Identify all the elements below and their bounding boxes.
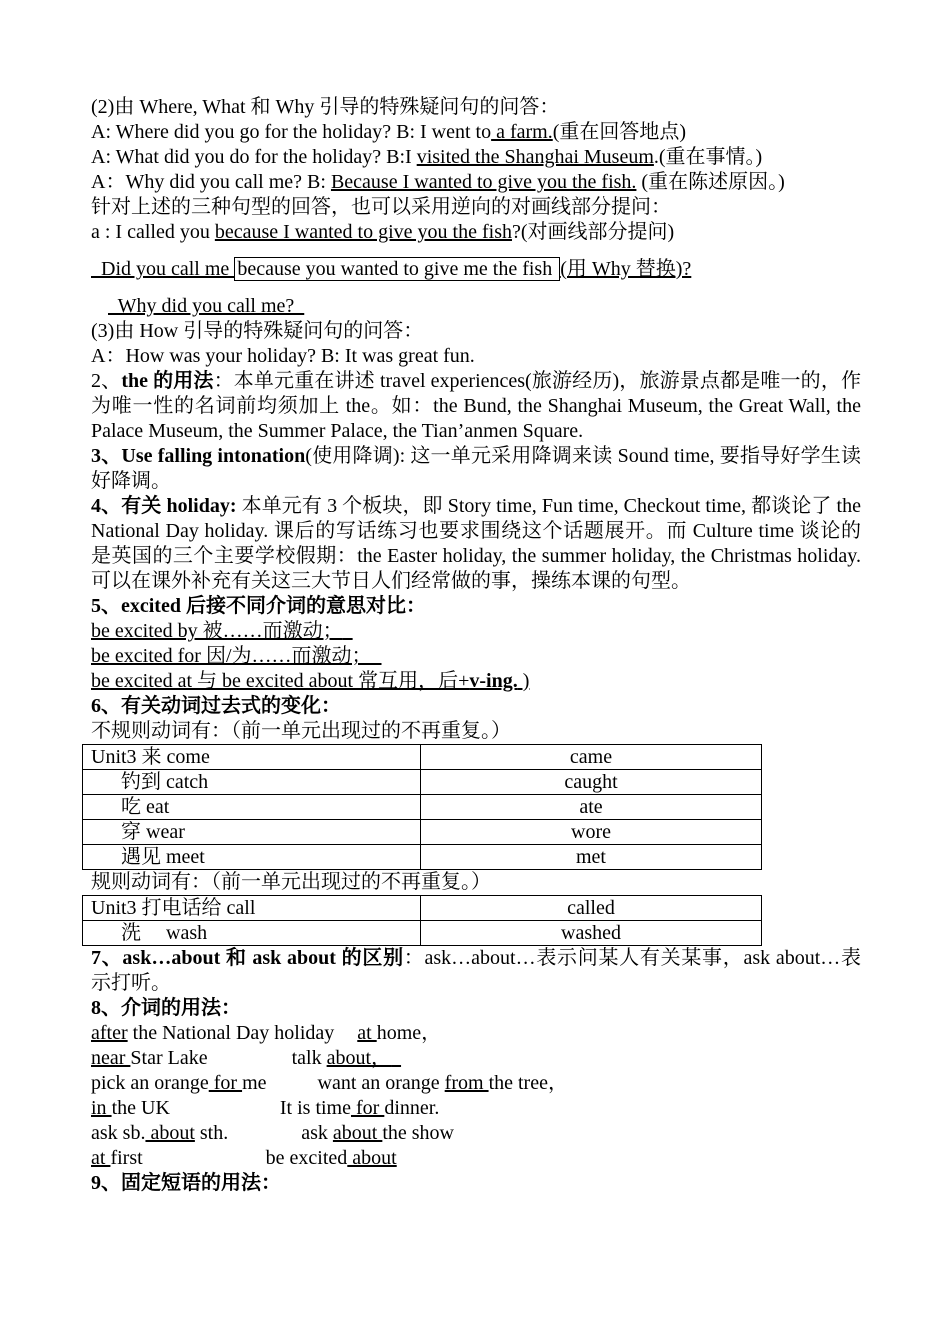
- table-row: 吃 eat ate: [83, 795, 762, 820]
- section-5-heading: 5、excited 后接不同介词的意思对比：: [91, 595, 426, 617]
- paragraph-ask-about: 7、ask…about 和 ask about 的区别：ask…about…表示问某人有关某事，ask about…表示打听。: [91, 947, 862, 994]
- table-row: 穿 wear wore: [83, 820, 762, 845]
- preposition-row: in the UK It is time for dinner.: [91, 1097, 440, 1119]
- irregular-verbs-heading: 不规则动词有：（前一单元出现过的不再重复。）: [91, 720, 511, 742]
- paragraph-falling-intonation: 3、Use falling intonation(使用降调): 这一单元采用降调来读 Sound time, 要指导好学生读好降调。: [91, 445, 862, 492]
- excited-for-item: be excited for 因/为……而激动；: [91, 645, 372, 667]
- example-why-answer: Why did you call me?: [108, 295, 305, 317]
- irregular-verbs-table: [82, 744, 762, 870]
- section-8-heading: 8、介词的用法：: [91, 997, 241, 1019]
- example-what: A: What did you do for the holiday? B:I visited the Shanghai Museum.(重在事情。): [91, 146, 763, 168]
- section-9-heading: 9、固定短语的用法：: [91, 1172, 281, 1194]
- paragraph-holiday: 4、有关 holiday: 本单元有 3 个板块，即 Story time, Fun time, Checkout time, 都谈论了 the National Day holiday. 课后的写话练习也要求围绕这个话题展开。而 Culture time 谈论的是英国的三个主要学校假期：the Easter holiday, the summer holiday, the Christmas holiday. 可以在课外补充有关这三大节日人们经常做的事，操练本课的句型。: [91, 495, 861, 592]
- reverse-question-note: 针对上述的三种句型的回答，也可以采用逆向的对画线部分提问：: [91, 196, 671, 218]
- example-boxed-replacement: Did you call me because you wanted to give me the fish (用 Why 替换)?: [91, 258, 692, 280]
- table-row: 遇见 meet met: [83, 845, 762, 870]
- preposition-row: at first be excited about: [91, 1147, 397, 1169]
- example-how: A：How was your holiday? B: It was great fun.: [91, 345, 475, 367]
- example-where: A: Where did you go for the holiday? B: I went to a farm.(重在回答地点): [91, 121, 687, 143]
- example-underlined-question: a : I called you because I wanted to give you the fish?(对画线部分提问): [91, 221, 675, 243]
- paragraph-the-usage: 2、the 的用法：本单元重在讲述 travel experiences(旅游经历)，旅游景点都是唯一的，作为唯一性的名词前均须加上 the。如：the Bund, the Shanghai Museum, the Great Wall, the Palace Museum, the Summer Palace, the Tian’anmen Square.: [91, 370, 861, 442]
- section-2-heading: (2)由 Where, What 和 Why 引导的特殊疑问句的问答：: [91, 96, 560, 118]
- section-6-heading: 6、有关动词过去式的变化：: [91, 695, 341, 717]
- preposition-row: after the National Day holiday at home，: [91, 1022, 442, 1044]
- regular-verbs-heading: 规则动词有：（前一单元出现过的不再重复。）: [91, 871, 491, 893]
- table-row: 洗 wash washed: [83, 921, 762, 946]
- table-row: 钓到 catch caught: [83, 770, 762, 795]
- section-3-heading: (3)由 How 引导的特殊疑问句的问答：: [91, 320, 424, 342]
- preposition-row: pick an orange for me want an orange from the tree，: [91, 1072, 568, 1094]
- preposition-row: ask sb. about sth. ask about the show: [91, 1122, 455, 1144]
- example-why: A：Why did you call me? B: Because I wanted to give you the fish. (重在陈述原因。): [91, 171, 785, 193]
- excited-by-item: be excited by 被……而激动；: [91, 620, 343, 642]
- preposition-row: near Star Lake talk about，: [91, 1047, 392, 1069]
- table-row: Unit3 打电话给 call called: [83, 896, 762, 921]
- regular-verbs-table: [82, 895, 762, 946]
- table-row: Unit3 来 come came: [83, 745, 762, 770]
- excited-at-about-item: be excited at 与 be excited about 常互用，后+v-ing. ): [91, 670, 530, 692]
- document-page: [91, 95, 861, 1196]
- boxed-phrase: because you wanted to give me the fish: [234, 257, 560, 281]
